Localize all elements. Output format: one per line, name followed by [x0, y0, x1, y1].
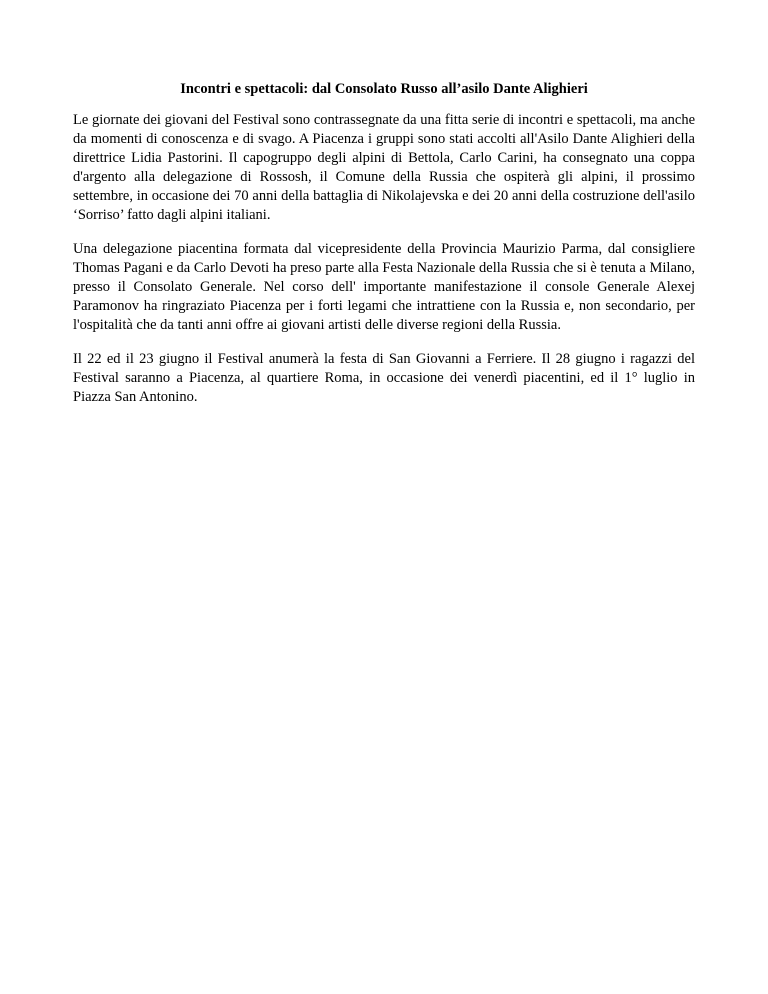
paragraph-upcoming-events: Il 22 ed il 23 giugno il Festival anumerà la festa di San Giovanni a Ferriere. Il 28 giugno i ragazzi del Festival saranno a Piacenza, al quartiere Roma, in occasione dei venerdì piacentini, ed il 1° luglio in Piazza San Antonino.	[73, 351, 695, 405]
paragraph-russian-consulate: Una delegazione piacentina formata dal vicepresidente della Provincia Maurizio Parma, dal consigliere Thomas Pagani e da Carlo Devoti ha preso parte alla Festa Nazionale della Russia che si è tenuta a Milano, presso il Consolato Generale. Nel corso dell' importante manifestazione il console Generale Alexej Paramonov ha ringraziato Piacenza per i forti legami che intrattiene con la Russia e, non secondario, per l'ospitalità che da tanti anni offre ai giovani artisti delle diverse regioni della Russia.	[73, 241, 695, 333]
paragraph-festival-youth: Le giornate dei giovani del Festival sono contrassegnate da una fitta serie di incontri e spettacoli, ma anche da momenti di conoscenza e di svago. A Piacenza i gruppi sono stati accolti all'Asilo Dante Alighieri della direttrice Lidia Pastorini. Il capogruppo degli alpini di Bettola, Carlo Carini, ha consegnato una coppa d'argento alla delegazione di Rossosh, il Comune della Russia che ospiterà gli alpini, il prossimo settembre, in occasione dei 70 anni della battaglia di Nikolajevska e dei 20 anni della costruzione dell'asilo ‘Sorriso’ fatto dagli alpini italiani.	[73, 112, 695, 223]
document-title: Incontri e spettacoli: dal Consolato Russo all’asilo Dante Alighieri	[180, 81, 588, 97]
document-page	[73, 80, 695, 422]
